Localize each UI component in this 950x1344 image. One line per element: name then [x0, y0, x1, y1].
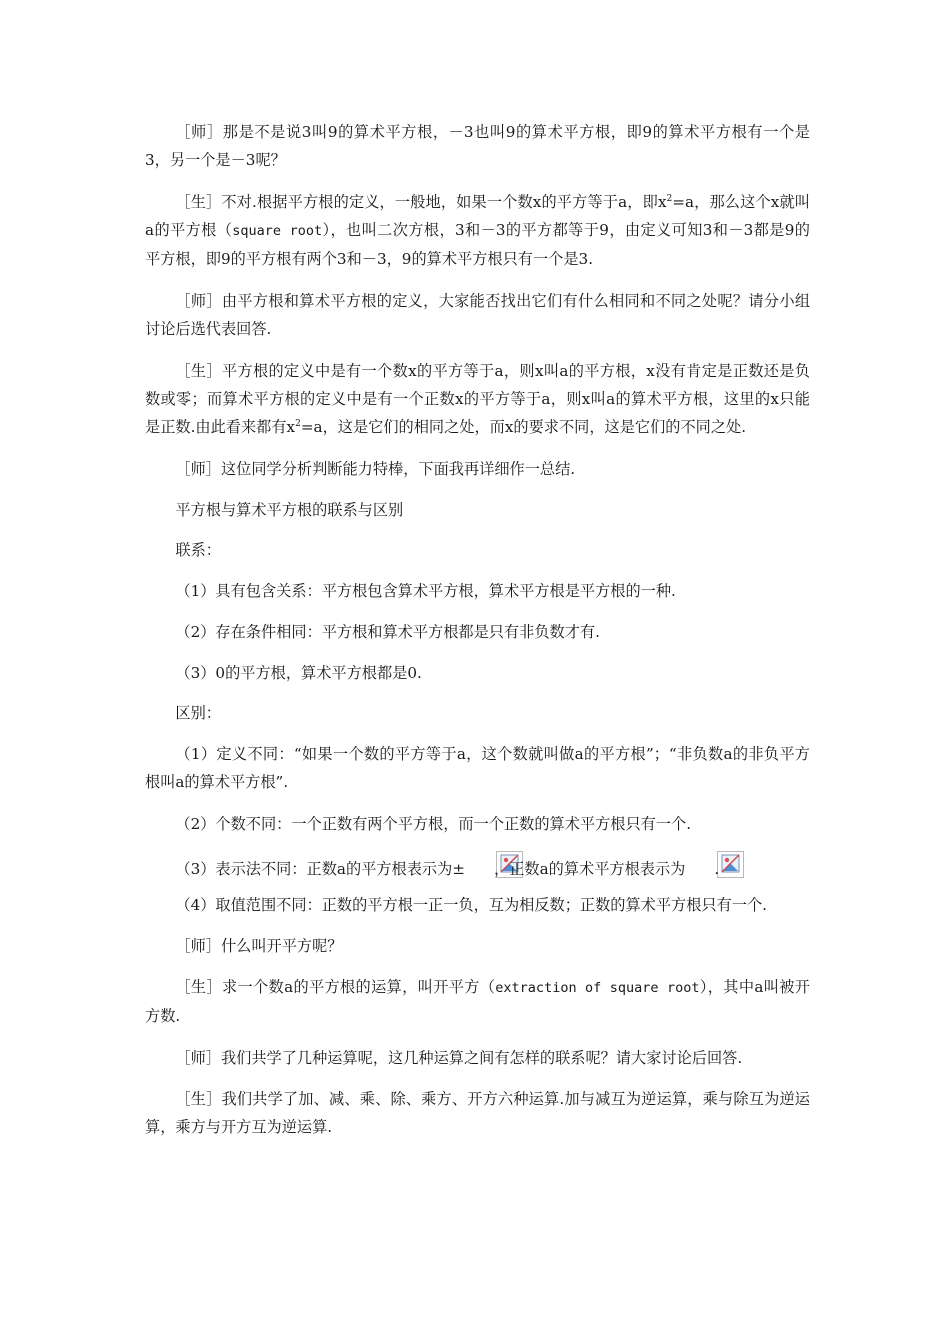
list-item-connection-2 — [145, 618, 810, 646]
paragraph-text: 联系： — [175, 541, 221, 560]
paragraph-text: （2）个数不同：一个正数有两个平方根，而一个正数的算术平方根只有一个. — [175, 814, 692, 833]
section-heading-relation — [145, 496, 810, 524]
list-item-difference-2 — [145, 810, 810, 838]
paragraph-text: ［师］那是不是说3叫9的算术平方根，－3也叫9的算术平方根，即9的算术平方根有一个是3，另一个是－3呢？ — [145, 123, 810, 170]
list-item-difference-3 — [145, 851, 810, 883]
broken-image-icon — [686, 851, 713, 878]
paragraph-text: ［生］求一个数a的平方根的运算，叫开平方（ — [175, 978, 496, 997]
document-page — [145, 118, 810, 1155]
paragraph-text: 区别： — [175, 704, 221, 723]
english-term: square root — [232, 223, 323, 240]
paragraph-text: =a，这是它们的相同之处，而x的要求不同，这是它们的不同之处. — [300, 418, 747, 437]
paragraph-text: ），也叫二次方根，3和－3的平方都等于9，由定义可知3和－3都是9的平方根，即9的平方根有两个3和－3，9的算术平方根只有一个是3. — [145, 221, 810, 269]
paragraph-teacher-summary — [145, 455, 810, 483]
paragraph-text: ［生］平方根的定义中是有一个数x的平方等于a，则x叫a的平方根，x没有肯定是正数还是负数或零；而算术平方根的定义中是有一个正数x的平方等于a，则x叫a的算术平方根，这里的x只能是正数.由此看来都有x — [145, 361, 810, 437]
paragraph-teacher-root-question — [145, 932, 810, 960]
list-item-difference-4 — [145, 891, 810, 919]
paragraph-text: ［师］由平方根和算术平方根的定义，大家能否找出它们有什么相同和不同之处呢？请分小组讨论后选代表回答. — [145, 292, 810, 339]
paragraph-text: ，正数a的算术平方根表示为 — [494, 859, 686, 878]
paragraph-text: （2）存在条件相同：平方根和算术平方根都是只有非负数才有. — [175, 622, 600, 641]
list-item-connection-3 — [145, 659, 810, 687]
paragraph-student-root-answer — [145, 973, 810, 1030]
paragraph-text: （1）具有包含关系：平方根包含算术平方根，算术平方根是平方根的一种. — [175, 582, 676, 601]
paragraph-teacher-compare — [145, 287, 810, 343]
paragraph-text: （1）定义不同：“如果一个数的平方等于a，这个数就叫做a的平方根”；“非负数a的非负平方根叫a的算术平方根”. — [145, 744, 810, 792]
paragraph-text: （4）取值范围不同：正数的平方根一正一负，互为相反数；正数的算术平方根只有一个. — [175, 895, 768, 914]
paragraph-text: ［生］我们共学了加、减、乘、除、乘方、开方六种运算.加与减互为逆运算，乘与除互为逆运算，乘方与开方互为逆运算. — [145, 1089, 810, 1136]
paragraph-text: ），其中a叫被开方数. — [145, 978, 810, 1026]
list-item-connection-1 — [145, 577, 810, 605]
subheading-difference — [145, 699, 810, 727]
broken-image-icon — [466, 851, 493, 878]
english-term: extraction of square root — [495, 980, 700, 997]
paragraph-teacher-operations — [145, 1044, 810, 1072]
paragraph-teacher-question — [145, 118, 810, 174]
subheading-connection — [145, 536, 810, 564]
paragraph-text: ［师］什么叫开平方呢？ — [175, 937, 343, 956]
paragraph-text: 平方根与算术平方根的联系与区别 — [175, 500, 404, 519]
paragraph-text: =a，那么这个x就叫a的平方根（ — [145, 192, 810, 240]
paragraph-text: . — [714, 859, 720, 878]
paragraph-text: ［生］不对.根据平方根的定义，一般地，如果一个数x的平方等于a，即x — [175, 192, 667, 211]
paragraph-text: （3）0的平方根，算术平方根都是0. — [175, 663, 422, 682]
paragraph-student-definition — [145, 188, 810, 274]
superscript: 2 — [295, 419, 301, 430]
paragraph-student-operations — [145, 1085, 810, 1141]
paragraph-text: ［师］这位同学分析判断能力特棒，下面我再详细作一总结. — [175, 460, 576, 479]
paragraph-text: ［师］我们共学了几种运算呢，这几种运算之间有怎样的联系呢？请大家讨论后回答. — [175, 1049, 743, 1068]
paragraph-text: （3）表示法不同：正数a的平方根表示为± — [175, 859, 466, 878]
list-item-difference-1 — [145, 740, 810, 796]
paragraph-student-compare — [145, 357, 810, 442]
superscript: 2 — [666, 193, 673, 204]
